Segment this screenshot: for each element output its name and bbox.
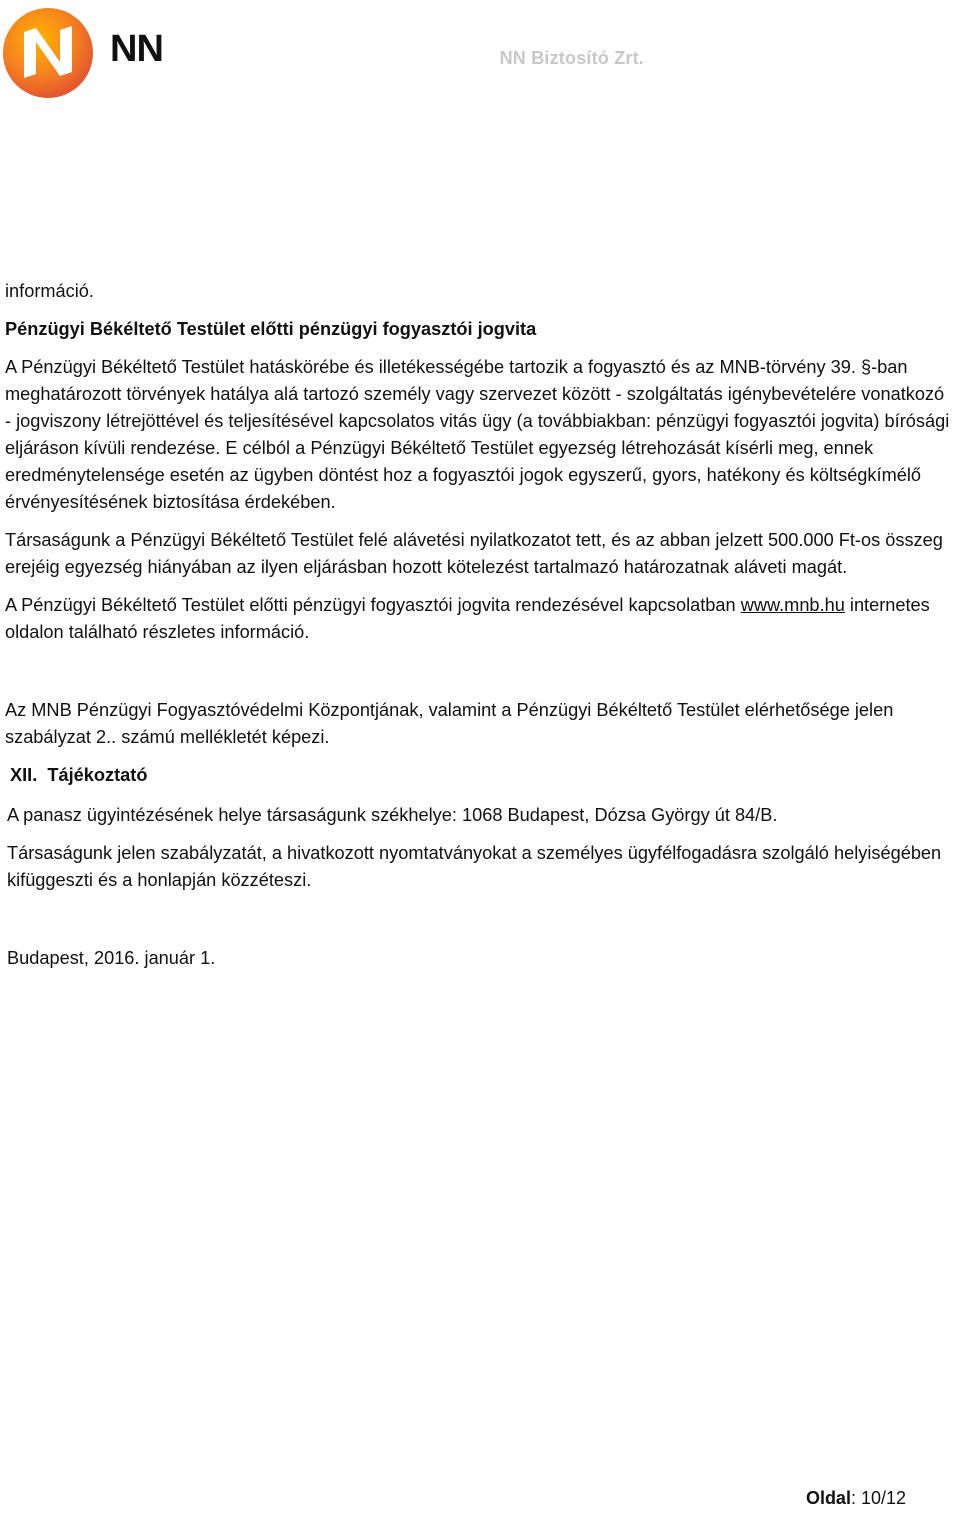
nn-logo-text: NN xyxy=(110,28,163,70)
paragraph-3-end: internetes oldalon található részletes információ. xyxy=(5,595,930,642)
paragraph-6: Társaságunk jelen szabályzatát, a hivatkozott nyomtatványokat a személyes ügyfélfogadásra szolgáló helyiségében kifüggeszti és a honlapján közzéteszi. xyxy=(7,843,942,890)
company-name: NN Biztosító Zrt. xyxy=(499,48,644,68)
paragraph-1: A Pénzügyi Békéltető Testület hatáskörébe és illetékességébe tartozik a fogyasztó és az MNB-törvény 39. §-ban meghatározott törvények hatálya alá tartozó személy vagy szervezet között - szolgáltatás igénybevételére vonatkozó - jogviszony létrejöttével és teljesítésével kapcsolatos vitás ügy (a továbbiakban: pénzügyi fogyasztói jogvita) bírósági eljáráson kívüli rendezése. E célból a Pénzügyi Békéltető Testület egyezség létrehozását kísérli meg, ennek eredménytelensége esetén az ügyben döntést hoz a fogyasztói jogok egyszerű, gyors, hatékony és költségkímélő érvényesítésének biztosítása érdekében. xyxy=(5,357,950,512)
section-xii-title: Tájékoztató xyxy=(47,765,148,785)
section-title: Pénzügyi Békéltető Testület előtti pénzügyi fogyasztói jogvita xyxy=(5,319,537,339)
fragment-text: információ. xyxy=(5,281,94,301)
date-line: Budapest, 2016. január 1. xyxy=(7,948,216,968)
page-number xyxy=(806,1488,906,1509)
paragraph-3-start: A Pénzügyi Békéltető Testület előtti pénzügyi fogyasztói jogvita rendezésével kapcsolatban xyxy=(5,595,741,615)
mnb-link[interactable]: www.mnb.hu xyxy=(740,595,845,615)
paragraph-2: Társaságunk a Pénzügyi Békéltető Testület felé alávetési nyilatkozatot tett, és az abban jelzett 500.000 Ft-os összeg erejéig egyezség hiányában az ilyen eljárásban hozott kötelezést tartalmazó határozatnak aláveti magát. xyxy=(5,530,943,577)
paragraph-5: A panasz ügyintézésének helye társaságunk székhelye: 1068 Budapest, Dózsa György út 84/B. xyxy=(7,805,778,825)
nn-logo-icon xyxy=(2,6,94,100)
page-label: Oldal xyxy=(805,1488,851,1508)
paragraph-3 xyxy=(5,592,955,646)
page-value: : 10/12 xyxy=(850,1488,906,1508)
section-xii-heading xyxy=(5,762,955,789)
document-body xyxy=(5,278,955,972)
section-xii-number: XII. xyxy=(10,765,38,785)
paragraph-4: Az MNB Pénzügyi Fogyasztóvédelmi Központjának, valamint a Pénzügyi Békéltető Testület elérhetősége jelen szabályzat 2.. számú mellékletét képezi. xyxy=(5,700,894,747)
page-header xyxy=(0,0,960,110)
